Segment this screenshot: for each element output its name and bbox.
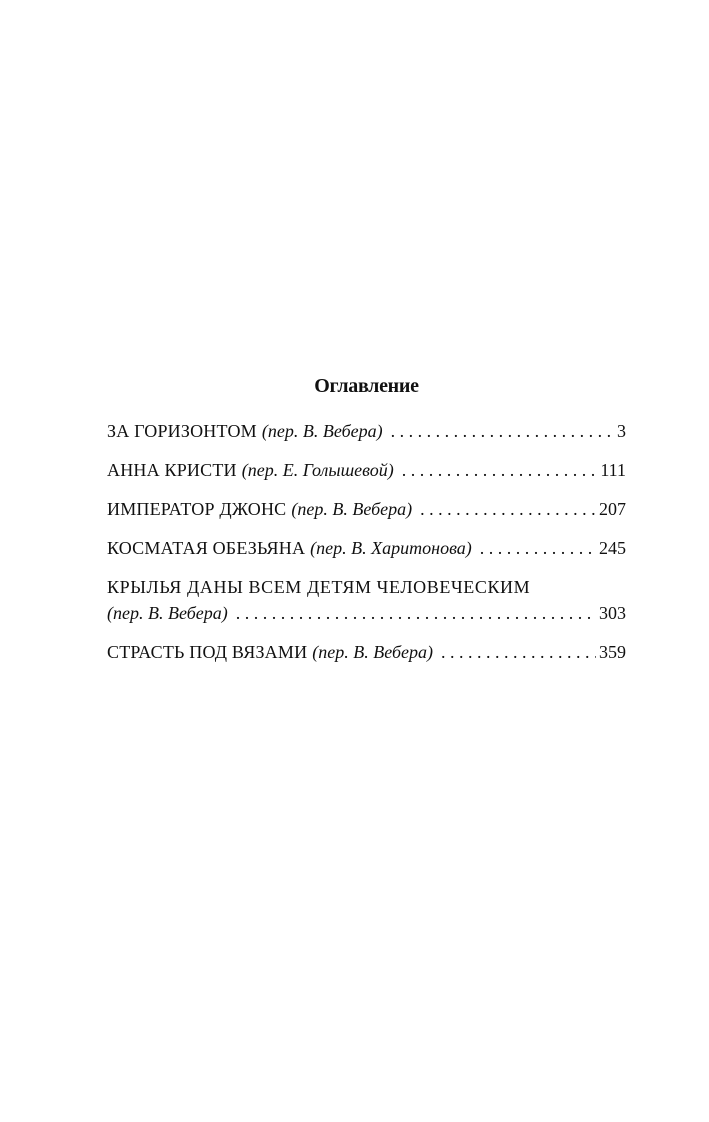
toc-entry-page: 111 [600, 460, 626, 480]
toc-entry [107, 418, 626, 444]
toc-entry-page: 3 [617, 421, 626, 441]
dot-leader [391, 418, 614, 444]
toc-entry-title: СТРАСТЬ ПОД ВЯЗАМИ [107, 642, 308, 662]
toc-entry-title: КОСМАТАЯ ОБЕЗЬЯНА [107, 538, 306, 558]
toc-entry-page: 359 [599, 642, 626, 662]
table-of-contents [107, 372, 626, 665]
toc-entry-translator: (пер. В. Вебера) [107, 603, 228, 623]
toc-entry-page: 207 [599, 499, 626, 519]
toc-entry-title: АННА КРИСТИ [107, 460, 237, 480]
dot-leader [236, 600, 596, 626]
toc-entry-translator: (пер. Е. Голышевой) [241, 460, 394, 480]
toc-entry-continuation [107, 600, 626, 626]
dot-leader [420, 496, 596, 522]
toc-entry-page: 245 [599, 538, 626, 558]
toc-entry-translator: (пер. В. Вебера) [291, 499, 413, 519]
dot-leader [480, 535, 596, 561]
toc-entry-title: ИМПЕРАТОР ДЖОНС [107, 499, 287, 519]
toc-entry-translator: (пер. В. Вебера) [312, 642, 434, 662]
toc-heading: Оглавление [314, 375, 419, 397]
dot-leader [441, 639, 596, 665]
toc-entry-translator: (пер. В. Вебера) [261, 421, 383, 441]
toc-entry-translator: (пер. В. Харитонова) [310, 538, 472, 558]
toc-entry [107, 535, 626, 561]
toc-entry [107, 496, 626, 522]
toc-entry-title: КРЫЛЬЯ ДАНЫ ВСЕМ ДЕТЯМ ЧЕЛОВЕЧЕСКИМ [107, 577, 531, 597]
toc-entry [107, 639, 626, 665]
toc-entry [107, 457, 626, 483]
dot-leader [402, 457, 598, 483]
toc-entry-title: ЗА ГОРИЗОНТОМ [107, 421, 257, 441]
toc-entry-page: 303 [599, 603, 626, 623]
toc-entry [107, 574, 626, 626]
